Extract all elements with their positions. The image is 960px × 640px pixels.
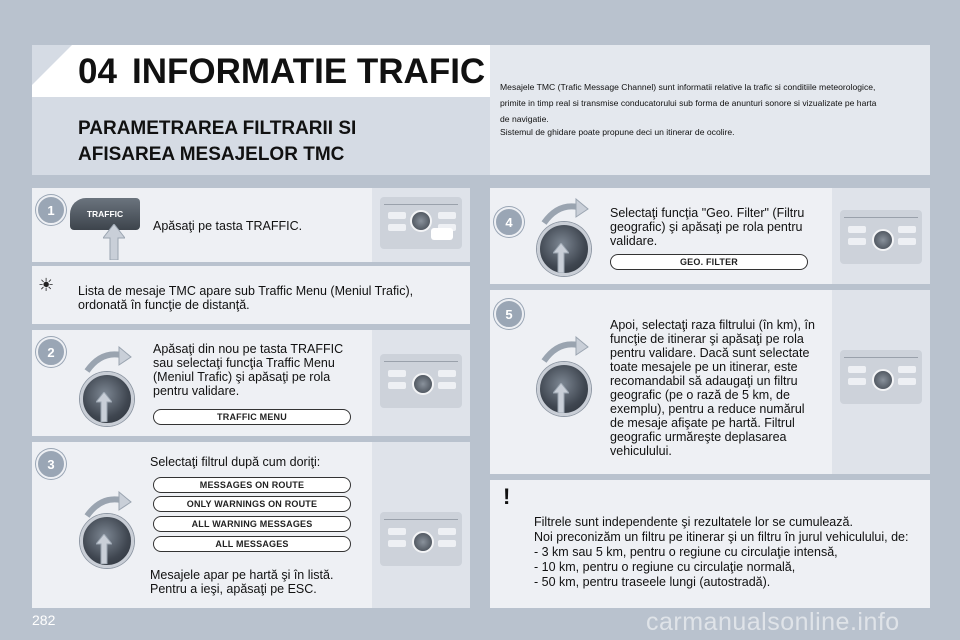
radio-button bbox=[848, 238, 866, 245]
radio-button bbox=[438, 540, 456, 547]
press-arrow-icon bbox=[96, 392, 112, 422]
warning-line2: Noi preconizăm un filtru pe itinerar şi un filtru în jurul vehiculului, de: bbox=[534, 530, 909, 544]
radio-button bbox=[848, 378, 866, 385]
tip-line2: ordonată în funcţie de distanţă. bbox=[78, 298, 250, 312]
geo-filter-pill[interactable]: GEO. FILTER bbox=[610, 254, 808, 270]
warning-line1: Filtrele sunt independente şi rezultatele lor se cumulează. bbox=[534, 515, 853, 529]
step5-line: funcţie de itinerar şi apăsaţi pe rola bbox=[610, 332, 804, 346]
radio-button bbox=[898, 226, 916, 233]
radio-button bbox=[388, 528, 406, 535]
page-title: INFORMATIE TRAFIC bbox=[132, 52, 486, 91]
press-arrow-icon bbox=[553, 383, 569, 413]
step4-line2: geografic) şi apăsaţi pe rola pentru bbox=[610, 220, 803, 234]
radio-dial bbox=[412, 373, 434, 395]
step2-line3: (Meniul Trafic) şi apăsaţi pe rola bbox=[153, 370, 331, 384]
turn-arrow-icon bbox=[83, 345, 133, 375]
radio-button bbox=[898, 238, 916, 245]
radio-button bbox=[438, 382, 456, 389]
intro-line3: de navigatie. bbox=[500, 114, 549, 124]
turn-arrow-icon bbox=[540, 335, 590, 365]
step4-badge: 4 bbox=[494, 207, 524, 237]
step5-line: geografic urmăreşte deplasarea bbox=[610, 430, 787, 444]
radio-dial bbox=[872, 369, 894, 391]
radio-button bbox=[388, 224, 406, 231]
step5-line: vehiculului. bbox=[610, 444, 672, 458]
intro-panel bbox=[490, 45, 930, 175]
chapter-number: 04 bbox=[78, 52, 117, 91]
radio-button bbox=[438, 370, 456, 377]
radio-line bbox=[844, 217, 918, 218]
radio-dial bbox=[410, 210, 432, 232]
traffic-button-highlight bbox=[431, 228, 453, 240]
radio-line bbox=[384, 519, 458, 520]
page-number: 282 bbox=[32, 612, 56, 628]
intro-line2: primite in timp real si transmise conducatorului sub forma de anunturi sonore si vizualizate pe harta bbox=[500, 98, 877, 108]
step5-line: exemplu), pentru a reduce numărul bbox=[610, 402, 805, 416]
radio-button bbox=[388, 540, 406, 547]
radio-dial bbox=[872, 229, 894, 251]
press-arrow-icon bbox=[103, 224, 125, 260]
traffic-menu-pill[interactable]: TRAFFIC MENU bbox=[153, 409, 351, 425]
step1-badge: 1 bbox=[36, 195, 66, 225]
watermark: carmanualsonline.info bbox=[646, 608, 900, 636]
step5-line: pentru validare. Dacă sunt selectate bbox=[610, 346, 810, 360]
step5-badge: 5 bbox=[494, 299, 524, 329]
step3-badge: 3 bbox=[36, 449, 66, 479]
warning-item: - 10 km, pentru o regiune cu circulaţie normală, bbox=[534, 560, 796, 574]
step3-footer-line1: Mesajele apar pe hartă şi în listă. bbox=[150, 568, 334, 582]
step2-badge: 2 bbox=[36, 337, 66, 367]
warning-icon: ! bbox=[503, 484, 511, 509]
radio-dial bbox=[412, 531, 434, 553]
section-title-line1: PARAMETRAREA FILTRARII SI bbox=[78, 118, 357, 139]
step3-text: Selectaţi filtrul după cum doriţi: bbox=[150, 455, 321, 469]
radio-line bbox=[384, 204, 458, 205]
section-title-line2: AFISAREA MESAJELOR TMC bbox=[78, 144, 345, 165]
radio-button bbox=[898, 366, 916, 373]
radio-button bbox=[388, 382, 406, 389]
intro-line1: Mesajele TMC (Trafic Message Channel) sunt informatii relative la trafic si conditiile meteorologice, bbox=[500, 82, 876, 92]
radio-button bbox=[438, 528, 456, 535]
option-only-warnings-on-route[interactable]: ONLY WARNINGS ON ROUTE bbox=[153, 496, 351, 512]
traffic-key-label: TRAFFIC bbox=[86, 209, 124, 219]
step5-line: toate mesajele pe un itinerar, este bbox=[610, 360, 798, 374]
step5-line: de mesaje afişate pe hartă. Filtrul bbox=[610, 416, 795, 430]
radio-button bbox=[388, 370, 406, 377]
step2-line1: Apăsaţi din nou pe tasta TRAFFIC bbox=[153, 342, 344, 356]
step3-footer-line2: Pentru a ieşi, apăsaţi pe ESC. bbox=[150, 582, 317, 596]
radio-button bbox=[848, 366, 866, 373]
step4-line1: Selectaţi funcţia "Geo. Filter" (Filtru bbox=[610, 206, 805, 220]
radio-line bbox=[844, 357, 918, 358]
radio-line bbox=[384, 361, 458, 362]
press-arrow-icon bbox=[553, 243, 569, 273]
step5-line: geografic (pe o rază de 5 km, de bbox=[610, 388, 790, 402]
radio-button bbox=[438, 212, 456, 219]
option-all-warning-messages[interactable]: ALL WARNING MESSAGES bbox=[153, 516, 351, 532]
tip-line1: Lista de mesaje TMC apare sub Traffic Menu (Meniul Trafic), bbox=[78, 284, 414, 298]
step2-line4: pentru validare. bbox=[153, 384, 240, 398]
radio-button bbox=[388, 212, 406, 219]
radio-button bbox=[848, 226, 866, 233]
warning-item: - 3 km sau 5 km, pentru o regiune cu circulaţie intensă, bbox=[534, 545, 838, 559]
step5-line: Apoi, selectaţi raza filtrului (în km), în bbox=[610, 318, 815, 332]
option-all-messages[interactable]: ALL MESSAGES bbox=[153, 536, 351, 552]
step4-line3: validare. bbox=[610, 234, 658, 248]
option-messages-on-route[interactable]: MESSAGES ON ROUTE bbox=[153, 477, 351, 493]
step2-line2: sau selectaţi funcţia Traffic Menu bbox=[153, 356, 335, 370]
radio-button bbox=[898, 378, 916, 385]
warning-item: - 50 km, pentru traseele lungi (autostradă). bbox=[534, 575, 771, 589]
step5-line: recomandabil să adaugaţi un filtru bbox=[610, 374, 798, 388]
step1-text: Apăsaţi pe tasta TRAFFIC. bbox=[153, 219, 303, 233]
press-arrow-icon bbox=[96, 534, 112, 564]
lightbulb-icon: ☀ bbox=[38, 275, 55, 295]
intro-line4: Sistemul de ghidare poate propune deci un itinerar de ocolire. bbox=[500, 127, 735, 137]
